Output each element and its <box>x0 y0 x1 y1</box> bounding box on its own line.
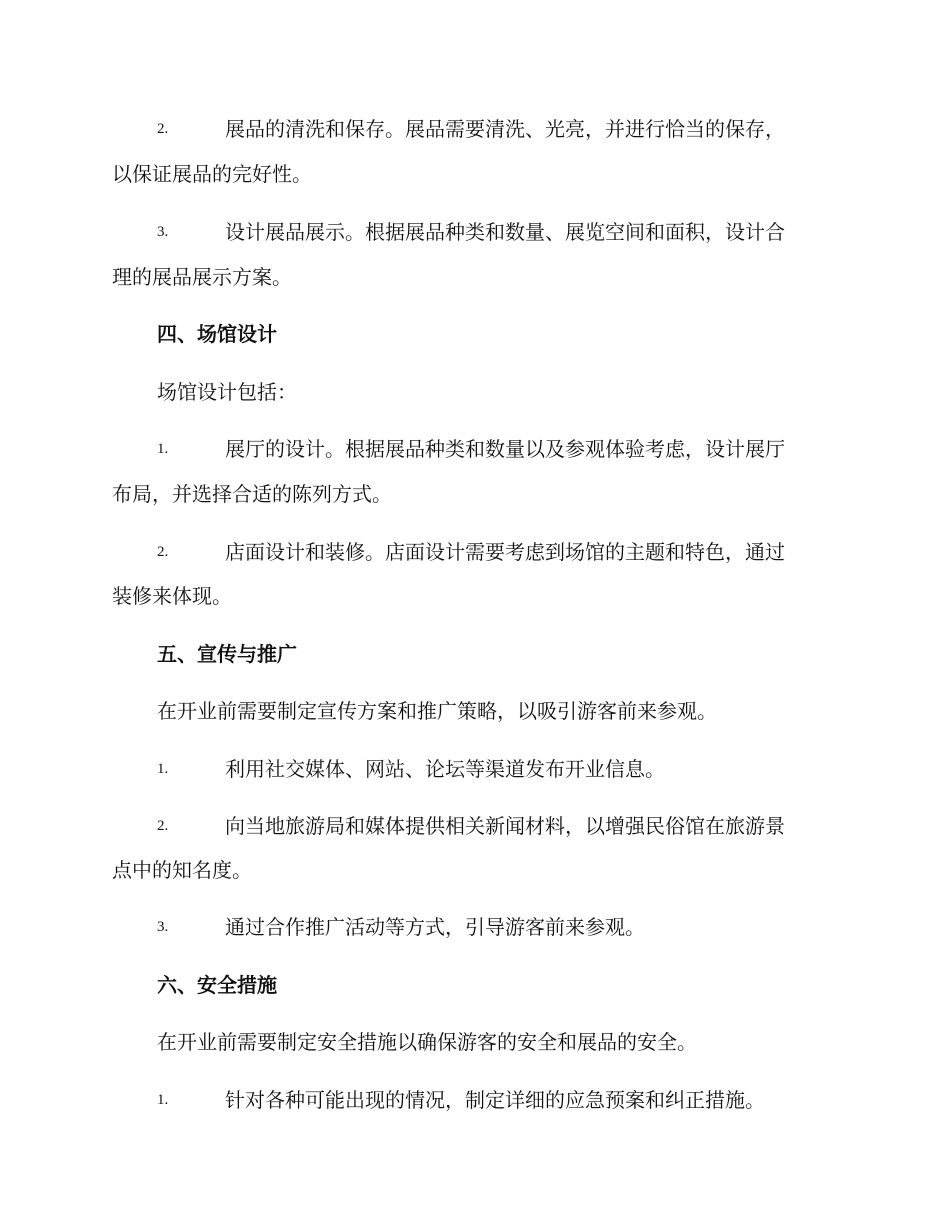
list-item-text: 展品的清洗和保存。展品需要清洗、光亮，并进行恰当的保存， <box>225 117 785 141</box>
section-heading: 四、场馆设计 <box>157 322 277 346</box>
list-item-continuation: 点中的知名度。 <box>112 858 252 882</box>
list-number: 2. <box>157 544 169 560</box>
paragraph: 在开业前需要制定安全措施以确保游客的安全和展品的安全。 <box>157 1030 697 1054</box>
list-item-text: 向当地旅游局和媒体提供相关新闻材料，以增强民俗馆在旅游景 <box>225 814 785 838</box>
list-item-text: 利用社交媒体、网站、论坛等渠道发布开业信息。 <box>225 757 665 781</box>
section-heading: 五、宣传与推广 <box>157 642 297 666</box>
list-number: 3. <box>157 919 169 935</box>
list-item-continuation: 布局，并选择合适的陈列方式。 <box>112 482 392 506</box>
list-item-text: 通过合作推广活动等方式，引导游客前来参观。 <box>225 915 645 939</box>
list-number: 1. <box>157 1092 169 1108</box>
list-item-continuation: 装修来体现。 <box>112 584 232 608</box>
paragraph: 场馆设计包括： <box>157 380 297 404</box>
paragraph: 在开业前需要制定宣传方案和推广策略，以吸引游客前来参观。 <box>157 699 717 723</box>
list-item-continuation: 以保证展品的完好性。 <box>112 162 312 186</box>
list-item-continuation: 理的展品展示方案。 <box>112 265 292 289</box>
list-number: 1. <box>157 761 169 777</box>
list-item-text: 针对各种可能出现的情况，制定详细的应急预案和纠正措施。 <box>225 1088 765 1112</box>
list-item-text: 展厅的设计。根据展品种类和数量以及参观体验考虑，设计展厅 <box>225 437 785 461</box>
list-number: 3. <box>157 224 169 240</box>
section-heading: 六、安全措施 <box>157 973 277 997</box>
list-item-text: 店面设计和装修。店面设计需要考虑到场馆的主题和特色，通过 <box>225 540 785 564</box>
list-item-text: 设计展品展示。根据展品种类和数量、展览空间和面积，设计合 <box>225 220 785 244</box>
list-number: 1. <box>157 441 169 457</box>
list-number: 2. <box>157 121 169 137</box>
list-number: 2. <box>157 818 169 834</box>
